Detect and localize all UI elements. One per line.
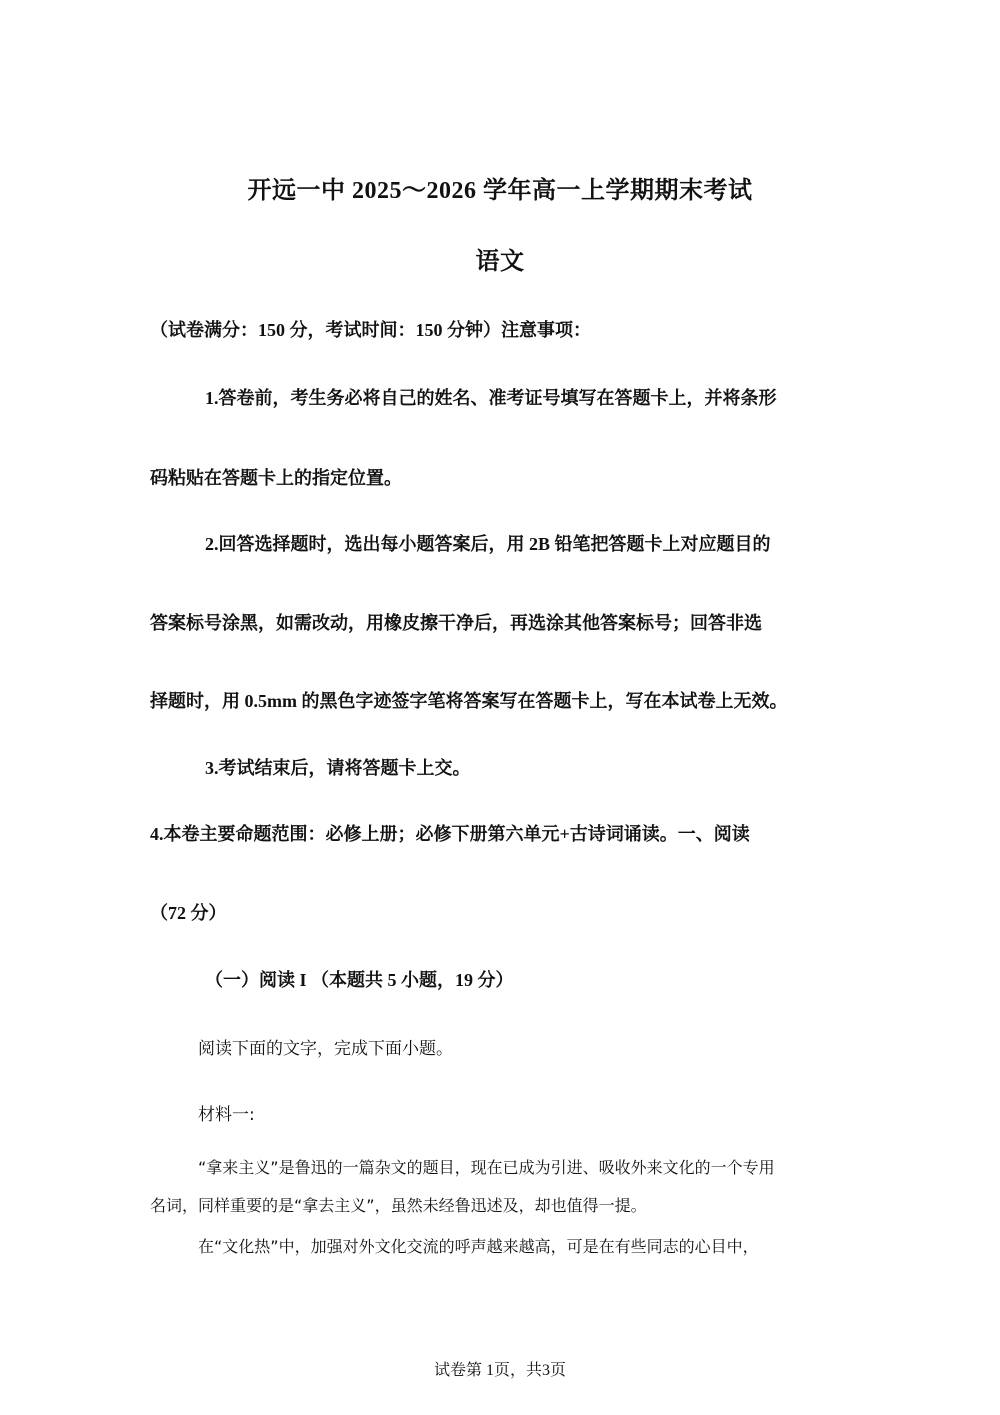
exam-title: 开远一中 2025～2026 学年高一上学期期末考试 — [247, 178, 753, 204]
note-2-line-2: 答案标号涂黑，如需改动，用橡皮擦干净后，再选涂其他答案标号；回答非选 — [150, 613, 762, 633]
subject-title: 语文 — [475, 249, 525, 275]
note-2-line-3: 择题时，用 0.5mm 的黑色字迹签字笔将答案写在答题卡上，写在本试卷上无效。 — [150, 691, 788, 711]
note-3-line-1: 3.考试结束后，请将答题卡上交。 — [205, 758, 471, 778]
exam-info: （试卷满分：150 分，考试时间：150 分钟）注意事项： — [150, 320, 591, 340]
note-1-line-2: 码粘贴在答题卡上的指定位置。 — [150, 468, 402, 488]
passage-line-3: 在“文化热”中，加强对外文化交流的呼声越来越高，可是在有些同志的心目中， — [198, 1237, 759, 1256]
page-footer: 试卷第 1页，共3页 — [433, 1362, 566, 1379]
note-4-line-1: 4.本卷主要命题范围：必修上册；必修下册第六单元+古诗词诵读。一、阅读 — [150, 824, 750, 844]
section-heading: （一）阅读 I （本题共 5 小题，19 分） — [205, 970, 514, 990]
material-label: 材料一: — [198, 1105, 255, 1125]
instruction-text: 阅读下面的文字，完成下面小题。 — [198, 1039, 453, 1059]
passage-line-2: 名词，同样重要的是“拿去主义”，虽然未经鲁迅述及，却也值得一提。 — [150, 1196, 647, 1215]
note-1-line-1: 1.答卷前，考生务必将自己的姓名、准考证号填写在答题卡上，并将条形 — [205, 388, 777, 408]
note-2-line-1: 2.回答选择题时，选出每小题答案后，用 2B 铅笔把答题卡上对应题目的 — [205, 534, 771, 554]
passage-line-1: “拿来主义”是鲁迅的一篇杂文的题目，现在已成为引进、吸收外来文化的一个专用 — [198, 1158, 775, 1177]
note-4-line-2: （72 分） — [150, 903, 227, 923]
